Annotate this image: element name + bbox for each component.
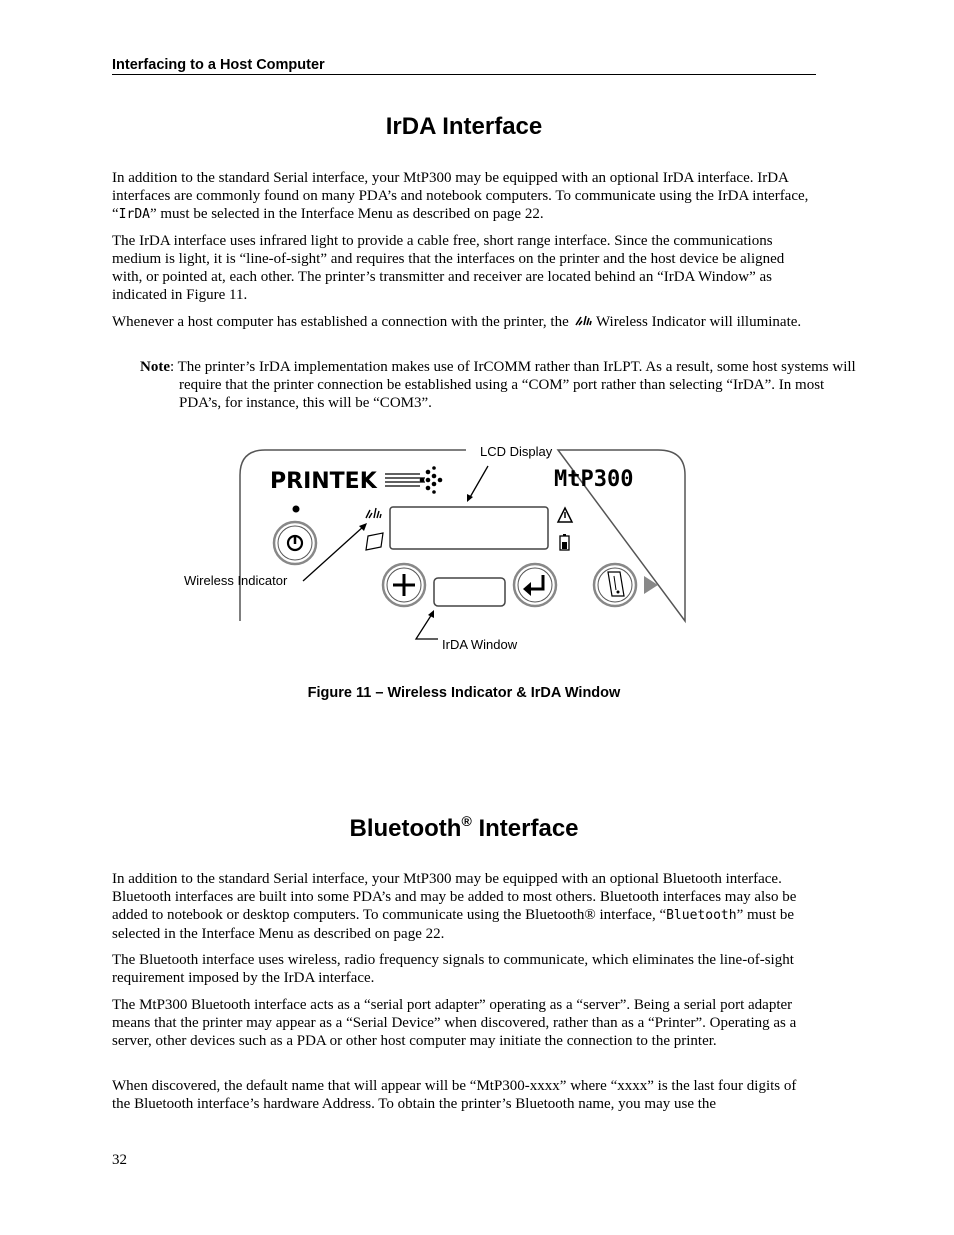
printer-panel-figure bbox=[180, 440, 700, 670]
play-arrow-icon bbox=[644, 576, 658, 594]
bluetooth-paragraph-2: The Bluetooth interface uses wireless, radio frequency signals to communicate, which eliminates the line-of-sight requirement imposed by the IrDA interface. bbox=[112, 952, 794, 986]
printek-logo bbox=[270, 466, 442, 494]
irda-paragraph-1: In addition to the standard Serial interface, your MtP300 may be equipped with an optional IrDA interface. IrDA interfaces are commonly found on many PDA’s and notebook computers. To communicate using the IrDA interface, “IrDA” must be selected in the Interface Menu as described on page 22. bbox=[112, 170, 809, 222]
plus-button bbox=[383, 564, 425, 606]
enter-button bbox=[514, 564, 556, 606]
irda-callout-line bbox=[416, 614, 438, 639]
paper-icon bbox=[366, 533, 383, 550]
wireless-indicator-icon bbox=[573, 313, 593, 327]
bluetooth-paragraph-4: When discovered, the default name that will appear will be “MtP300-xxxx” where “xxxx” is the last four digits of the Bluetooth interface’s hardware Address. To obtain the printer’s Bluetooth name, you may use the bbox=[112, 1078, 797, 1112]
lcd-display-label: LCD Display bbox=[480, 444, 553, 459]
feed-button bbox=[594, 564, 636, 606]
lcd-display bbox=[390, 507, 548, 549]
bluetooth-code-term: Bluetooth bbox=[666, 908, 737, 923]
irda-paragraph-3: Whenever a host computer has established a connection with the printer, the Wireless Indicator will illuminate. bbox=[112, 314, 802, 330]
power-led bbox=[293, 506, 300, 513]
wireless-indicator-label: Wireless Indicator bbox=[184, 573, 288, 588]
model-text: MtP300 bbox=[554, 467, 634, 492]
bluetooth-paragraph-1: In addition to the standard Serial interface, your MtP300 may be equipped with an optional Bluetooth interface. Bluetooth interfaces are built into some PDA’s and may be added to most others. Bluetooth interfaces may also be added to notebook or desktop computers. To communicate using the Bluetooth® interface, “Bluetooth” must be selected in the Interface Menu as described on page 22. bbox=[112, 871, 797, 942]
figure-caption: Figure 11 – Wireless Indicator & IrDA Window bbox=[307, 685, 621, 701]
lcd-callout-line bbox=[469, 466, 488, 499]
page-number: 32 bbox=[112, 1152, 127, 1168]
warning-icon bbox=[558, 508, 572, 522]
irda-note: Note: The printer’s IrDA implementation makes use of IrCOMM rather than IrLPT. As a result, some host systems will require that the printer connection be established using a “COM” port rather than selecting “IrDA”. In most PDA’s, for instance, this will be “COM3”. bbox=[140, 359, 856, 411]
irda-code-term: IrDA bbox=[118, 207, 150, 222]
power-button bbox=[274, 522, 316, 564]
wireless-indicator-icon bbox=[366, 508, 381, 518]
brand-text: PRINTEK bbox=[270, 469, 377, 494]
irda-window bbox=[434, 578, 505, 606]
irda-paragraph-2: The IrDA interface uses infrared light to provide a cable free, short range interface. Since the communications medium is light, it is “line-of-sight” and requires that the interfaces on the printer and the host device be aligned with, or pointed at, each other. The printer’s transmitter and receiver are located behind an “IrDA Window” as indicated in Figure 11. bbox=[112, 233, 785, 303]
irda-section-title: IrDA Interface bbox=[385, 113, 543, 140]
battery-icon bbox=[560, 534, 569, 550]
bluetooth-paragraph-3: The MtP300 Bluetooth interface acts as a “serial port adapter” operating as a “server”. Being a serial port adapter means that the printer may appear as a “Serial Device” when discovered, rather than as a “Printer”. Operating as a server, other devices such as a PDA or other host computer may initiate the connection to the printer. bbox=[112, 997, 797, 1049]
bluetooth-section-title: Bluetooth® Interface bbox=[349, 813, 579, 842]
irda-window-label: IrDA Window bbox=[442, 637, 518, 652]
running-header: Interfacing to a Host Computer bbox=[112, 57, 816, 75]
note-label: Note bbox=[140, 359, 170, 375]
